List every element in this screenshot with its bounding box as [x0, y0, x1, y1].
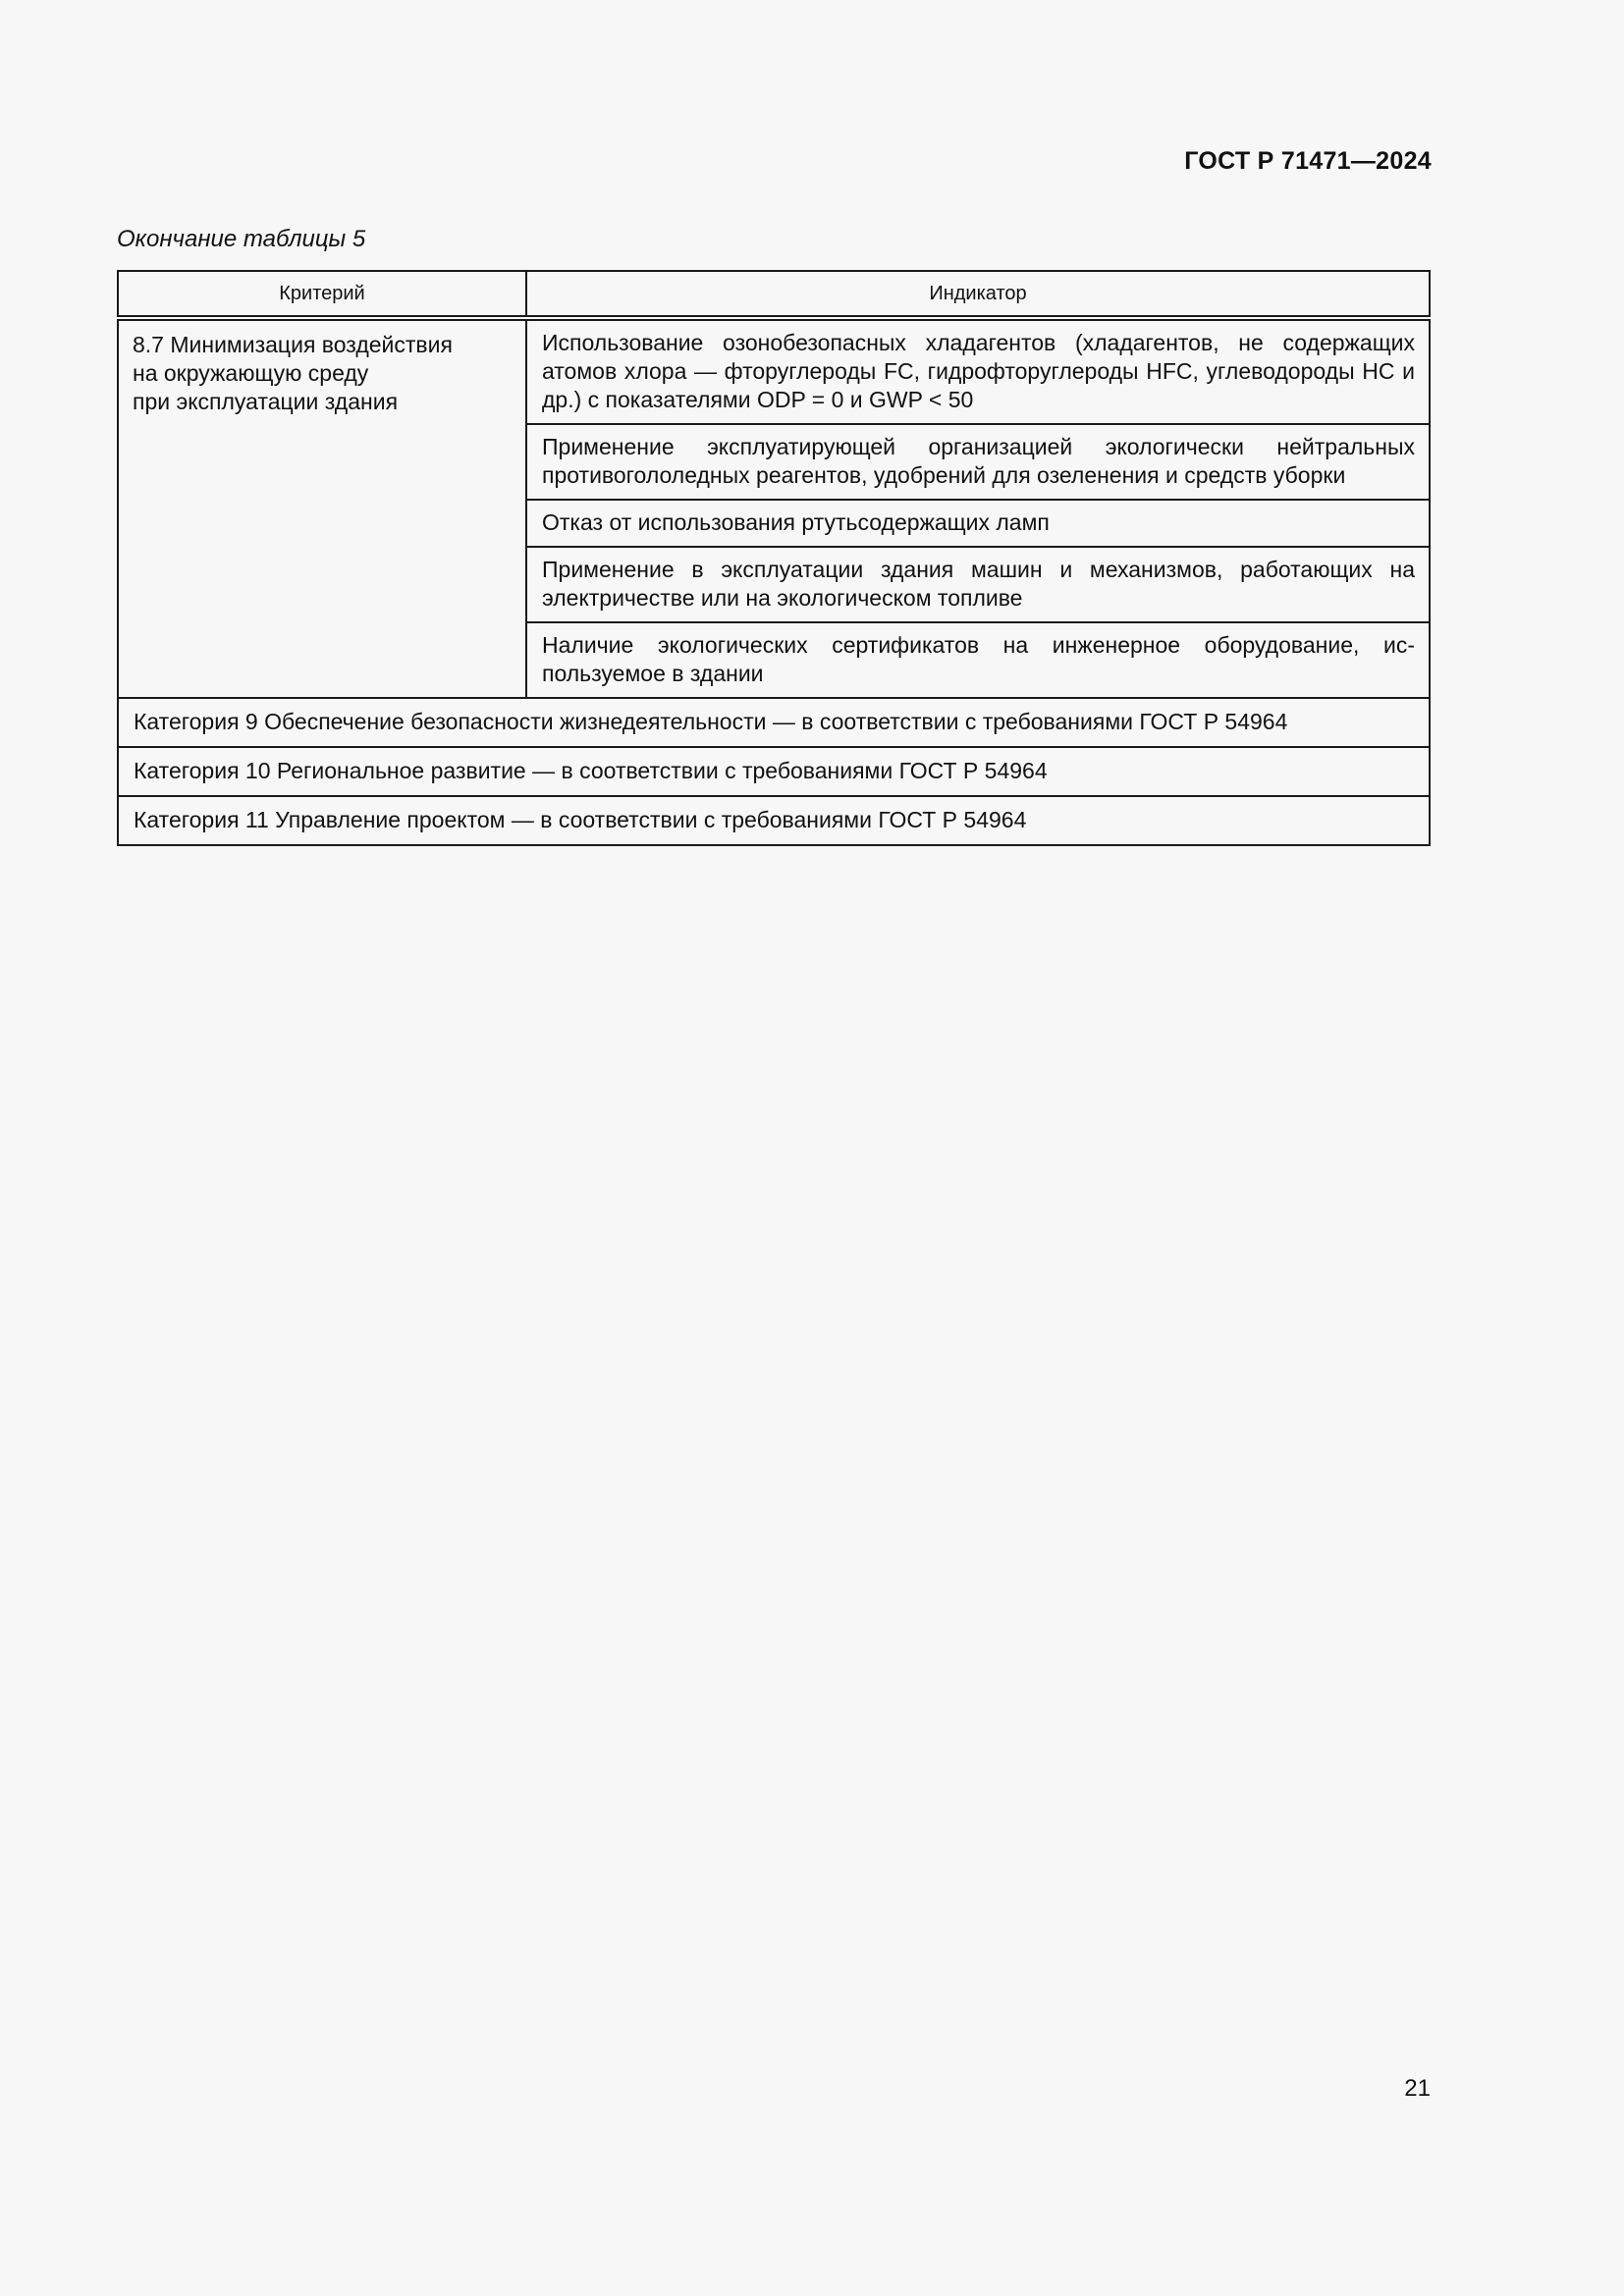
category-cell: Категория 11 Управление проектом — в соответствии с требованиями ГОСТ Р 54964	[118, 796, 1430, 845]
indicator-cell: Использование озонобезопасных хладагентов (хладагентов, не содержащих атомов хлора — фторуглероды FC, гидрофторуглероды HFC, углеводороды HC и др.) с показателями ODP = 0 и GWP < 50	[526, 318, 1430, 424]
category-row	[118, 747, 1430, 796]
criterion-cell	[118, 318, 526, 698]
table-caption: Окончание таблицы 5	[117, 226, 366, 252]
table-header-row	[118, 271, 1430, 318]
column-header-indicator: Индикатор	[526, 271, 1430, 318]
category-row	[118, 698, 1430, 747]
criterion-line: при эксплуатации здания	[133, 389, 399, 414]
criteria-table	[117, 270, 1431, 846]
table-row	[118, 318, 1430, 424]
category-row	[118, 796, 1430, 845]
category-cell: Категория 9 Обеспечение безопасности жизнедеятельности — в соответствии с требованиями ГОСТ Р 54964	[118, 698, 1430, 747]
indicator-cell: Применение в эксплуатации здания машин и механизмов, работающих на электричестве или на экологическом топливе	[526, 547, 1430, 622]
indicator-cell: Применение эксплуатирующей организацией экологически нейтральных противогололедных реагентов, удобрений для озеленения и средств уборки	[526, 424, 1430, 500]
page-number: 21	[1404, 2075, 1431, 2102]
criterion-line: на окружающую среду	[133, 360, 369, 386]
column-header-criterion: Критерий	[118, 271, 526, 318]
category-cell: Категория 10 Региональное развитие — в соответствии с требованиями ГОСТ Р 54964	[118, 747, 1430, 796]
indicator-cell: Наличие экологических сертификатов на инженерное оборудование, используемое в здании	[526, 622, 1430, 698]
indicator-cell: Отказ от использования ртутьсодержащих ламп	[526, 500, 1430, 547]
document-code: ГОСТ Р 71471—2024	[1184, 147, 1432, 175]
criterion-line: 8.7 Минимизация воздействия	[133, 332, 453, 357]
